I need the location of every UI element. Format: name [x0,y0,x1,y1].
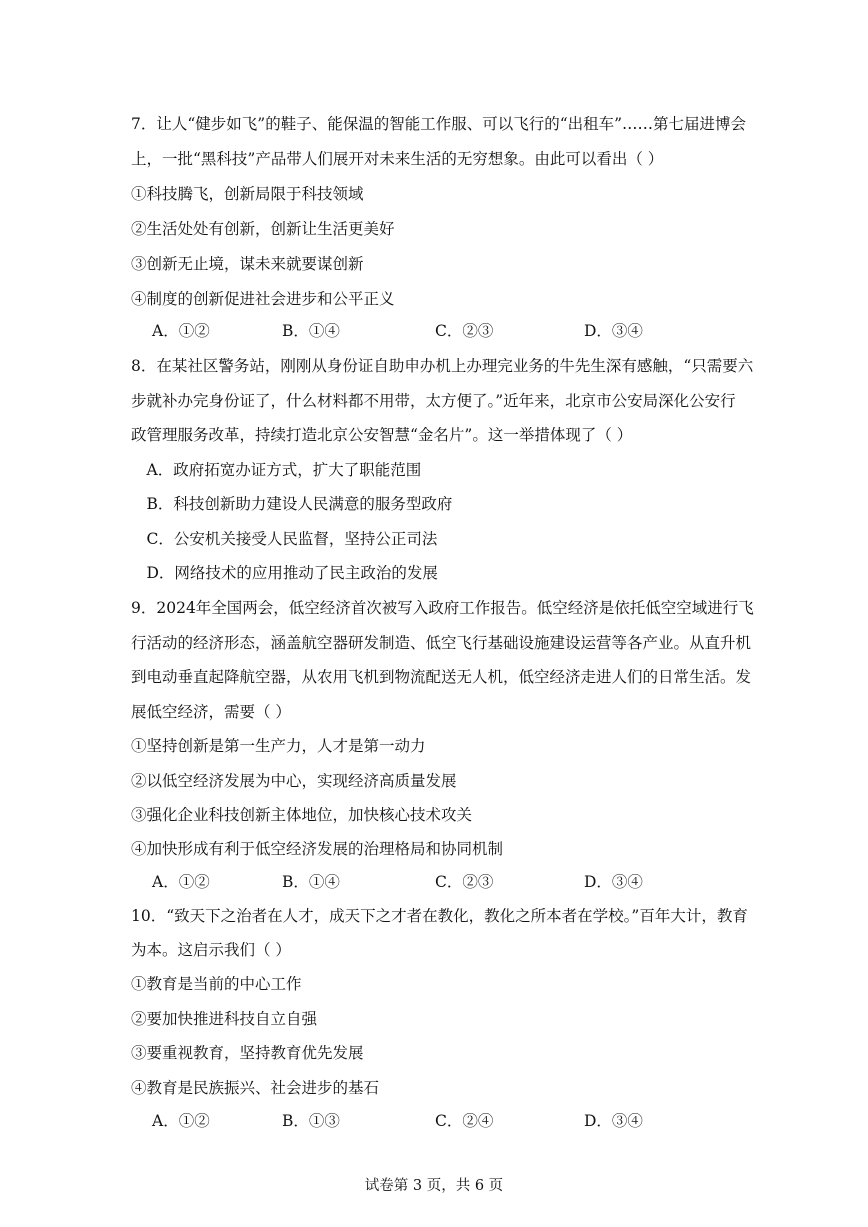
question-7-stem-line-2: 上，一批“黑科技”产品带人们展开对未来生活的无穷想象。由此可以看出（ ） [131,150,664,168]
question-10-statement-4: ④教育是民族振兴、社会进步的基石 [131,1079,380,1097]
option-a: A．①② [152,1112,210,1130]
question-8-stem-line-3: 政管理服务改革，持续打造北京公安智慧“金名片”。这一举措体现了（ ） [131,426,633,444]
option-b: B．①④ [282,322,340,340]
option-c: C．②③ [435,873,494,891]
question-9-statement-1: ①坚持创新是第一生产力，人才是第一动力 [131,737,426,755]
question-9-stem-line-2: 行活动的经济形态，涵盖航空器研发制造、低空飞行基础设施建设运营等各产业。从直升机 [131,634,752,652]
question-7-statement-4: ④制度的创新促进社会进步和公平正义 [131,290,395,308]
question-9-stem-line-3: 到电动垂直起降航空器，从农用飞机到物流配送无人机，低空经济走进人们的日常生活。发 [131,668,752,686]
question-9-statement-4: ④加快形成有利于低空经济发展的治理格局和协同机制 [131,840,504,858]
question-8-stem-line-2: 步就补办完身份证了，什么材料都不用带，太方便了。”近年来，北京市公安局深化公安行 [131,392,736,410]
question-9-options [152,871,712,893]
question-8-option-c: C．公安机关接受人民监督，坚持公正司法 [131,530,438,548]
question-9-statement-2: ②以低空经济发展为中心，实现经济高质量发展 [131,772,457,790]
question-8-option-b: B．科技创新助力建设人民满意的服务型政府 [131,495,453,513]
question-7-statement-3: ③创新无止境，谋未来就要谋创新 [131,255,364,273]
question-10-statement-2: ②要加快推进科技自立自强 [131,1010,318,1028]
option-b: B．①③ [282,1112,340,1130]
question-7-options [152,320,712,342]
question-10-statement-1: ①教育是当前的中心工作 [131,975,302,993]
option-d: D．③④ [584,873,643,891]
question-9-stem-line-1: 9．2024年全国两会，低空经济首次被写入政府工作报告。低空经济是依托低空空域进行飞 [131,599,754,617]
question-10-statement-3: ③要重视教育，坚持教育优先发展 [131,1044,364,1062]
question-9-statement-3: ③强化企业科技创新主体地位，加快核心技术攻关 [131,806,473,824]
option-c: C．②④ [435,1112,494,1130]
question-10-stem-line-1: 10．“致天下之治者在人才，成天下之才者在教化，教化之所本者在学校。”百年大计，教育 [131,907,748,925]
question-7-statement-2: ②生活处处有创新，创新让生活更美好 [131,220,395,238]
option-a: A．①② [152,322,210,340]
page-footer: 试卷第 3 页，共 6 页 [364,1178,504,1194]
option-d: D．③④ [584,1112,643,1130]
question-7-statement-1: ①科技腾飞，创新局限于科技领域 [131,185,364,203]
question-8-option-a: A．政府拓宽办证方式，扩大了职能范围 [131,461,422,479]
option-b: B．①④ [282,873,340,891]
option-c: C．②③ [435,322,494,340]
question-10-stem-line-2: 为本。这启示我们（ ） [131,941,291,959]
question-10-options [152,1110,712,1132]
option-a: A．①② [152,873,210,891]
question-8-stem-line-1: 8．在某社区警务站，刚刚从身份证自助申办机上办理完业务的牛先生深有感触，“只需要六 [131,357,754,375]
question-8-option-d: D．网络技术的应用推动了民主政治的发展 [131,564,438,582]
question-9-stem-line-4: 展低空经济，需要（ ） [131,703,291,721]
option-d: D．③④ [584,322,643,340]
question-7-stem-line-1: 7．让人“健步如飞”的鞋子、能保温的智能工作服、可以飞行的“出租车”……第七届进博会 [131,115,747,133]
